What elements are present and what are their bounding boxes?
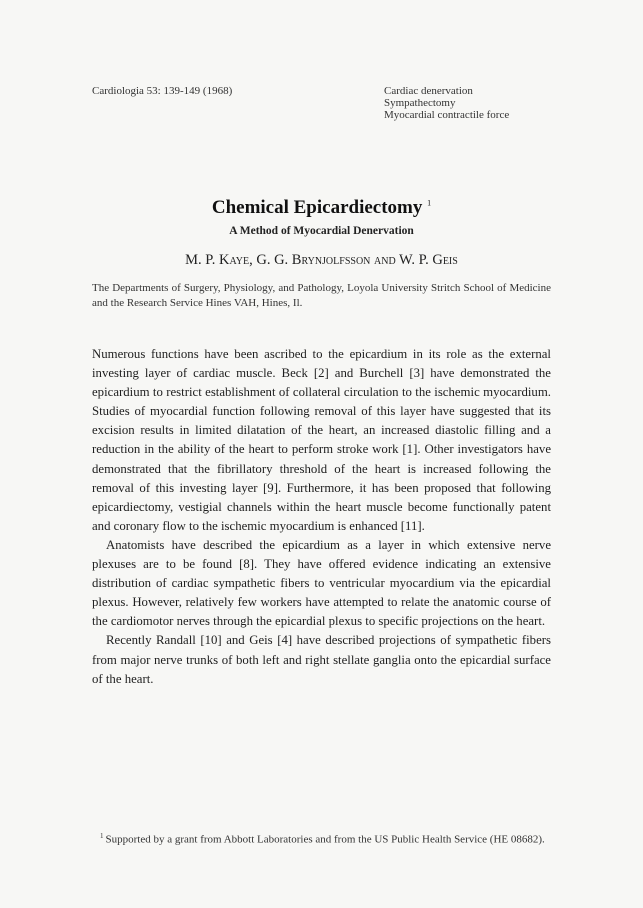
body-text bbox=[92, 345, 551, 689]
paper-title bbox=[0, 197, 643, 219]
paragraph-3: Recently Randall [10] and Geis [4] have described projections of sympathetic fibers from major nerve trunks of both left and right stellate ganglia onto the epicardial surface of the heart. bbox=[92, 633, 551, 686]
paragraph-1: Numerous functions have been ascribed to the epicardium in its role as the external investing layer of cardiac muscle. Beck [2] and Burchell [3] have demonstrated the epicardium to restrict establishment of collateral circulation to the ischemic myocardium. Studies of myocardial function following removal of this layer have suggested that its excision results in limited dilatation of the heart, an increased diastolic filling and a reduction in the ability of the heart to perform stroke work [1]. Other investigators have demonstrated that the fibrillatory threshold of the heart is increased following the removal of this investing layer [9]. Furthermore, it has been proposed that following epicardiectomy, vestigial channels within the heart muscle become functionally patent and coronary flow to the ischemic myocardium is enhanced [11]. bbox=[92, 347, 551, 533]
authors: M. P. Kaye, G. G. Brynjolfsson and W. P. Geis bbox=[185, 252, 458, 268]
keyword: Cardiac denervation bbox=[384, 85, 473, 97]
footnote-text: Supported by a grant from Abbott Laboratories and from the US Public Health Service (HE 08682). bbox=[105, 833, 545, 846]
keyword: Sympathectomy bbox=[384, 97, 456, 109]
journal-citation: Cardiologia 53: 139-149 (1968) bbox=[92, 85, 233, 97]
keyword: Myocardial contractile force bbox=[384, 109, 510, 121]
keywords-block bbox=[384, 85, 509, 121]
paper-title-text: Chemical Epicardiectomy bbox=[211, 197, 423, 218]
footnote bbox=[92, 829, 551, 848]
affiliation: The Departments of Surgery, Physiology, and Pathology, Loyola University Stritch School of Medicine and the Research Service Hines VAH, Hines, Il. bbox=[92, 282, 551, 309]
paragraph-2: Anatomists have described the epicardium as a layer in which extensive nerve plexuses are to be found [8]. They have offered evidence indicating an extensive distribution of cardiac sympathetic fibers to ventricular myocardium via the epicardial plexus. However, relatively few workers have attempted to relate the anatomic course of the cardiomotor nerves through the epicardial plexus to specific projections on the heart. bbox=[92, 537, 551, 629]
footnote-mark: 1 bbox=[100, 832, 104, 840]
title-footnote-mark: 1 bbox=[427, 198, 432, 208]
paper-subtitle: A Method of Myocardial Denervation bbox=[229, 225, 414, 237]
